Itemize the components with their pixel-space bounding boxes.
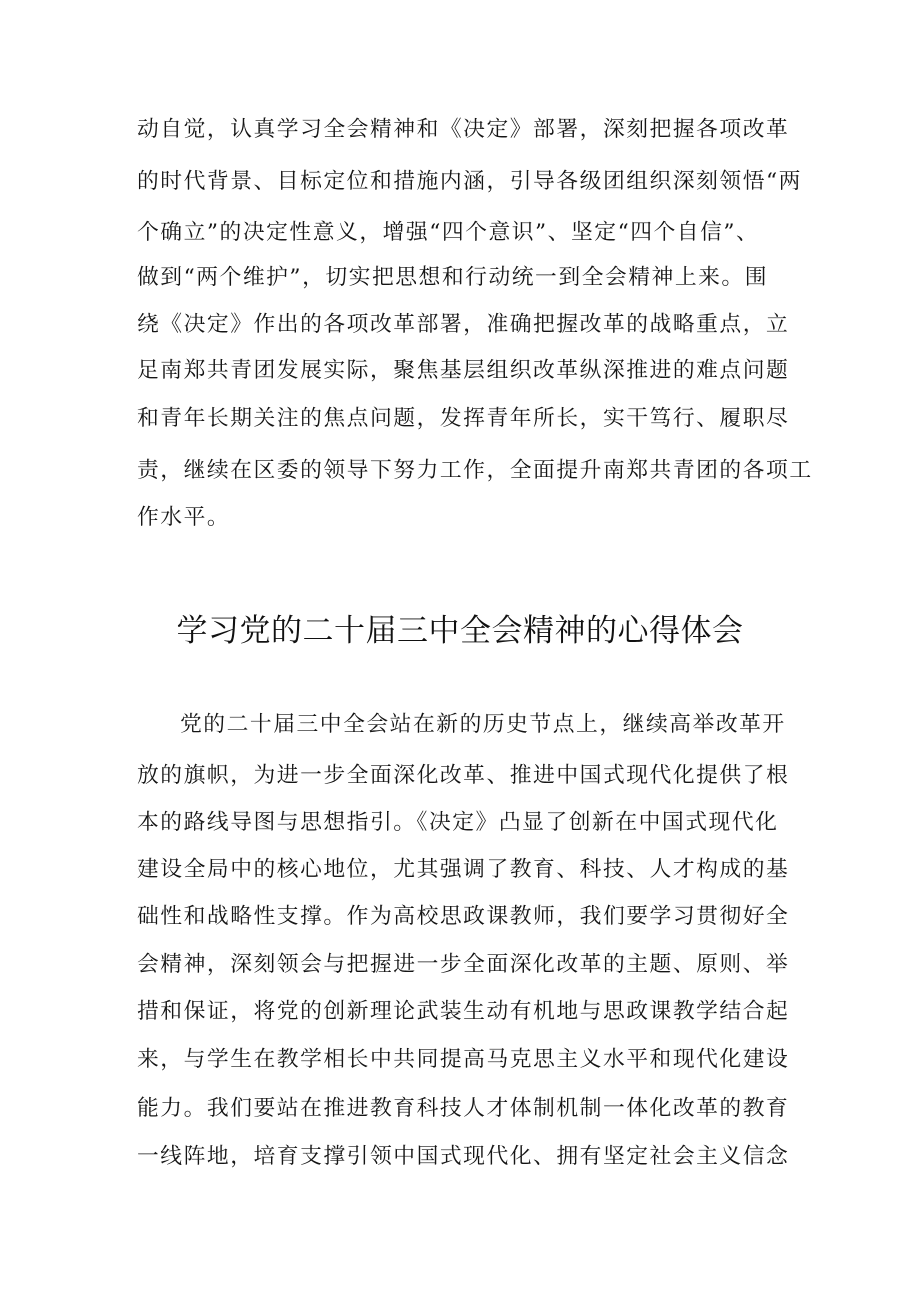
text-line: 绕《决定》作出的各项改革部署，准确把握改革的战略重点，立: [137, 312, 790, 337]
text-line: 能力。我们要站在推进教育科技人才体制机制一体化改革的教育: [137, 1096, 790, 1121]
text-line: 来，与学生在教学相长中共同提高马克思主义水平和现代化建设: [137, 1047, 790, 1072]
text-line: 动自觉，认真学习全会精神和《决定》部署，深刻把握各项改革: [137, 117, 790, 142]
text-line: 和青年长期关注的焦点问题，发挥青年所长，实干笃行、履职尽: [137, 406, 790, 431]
text-line: 的时代背景、目标定位和措施内涵，引导各级团组织深刻领悟“两: [137, 169, 802, 194]
text-line: 本的路线导图与思想指引。《决定》凸显了创新在中国式现代化: [137, 810, 779, 835]
text-line: 责，继续在区委的领导下努力工作，全面提升南郑共青团的各项工: [137, 458, 813, 483]
text-line: 建设全局中的核心地位，尤其强调了教育、科技、人才构成的基: [137, 857, 790, 882]
text-line: 党的二十届三中全会站在新的历史节点上，继续高举改革开: [180, 712, 786, 737]
text-line: 足南郑共青团发展实际，聚焦基层组织改革纵深推进的难点问题: [137, 358, 790, 383]
text-line: 础性和战略性支撑。作为高校思政课教师，我们要学习贯彻好全: [137, 904, 790, 929]
text-line: 放的旗帜，为进一步全面深化改革、推进中国式现代化提供了根: [137, 763, 790, 788]
text-line: 做到“两个维护”，切实把思想和行动统一到全会精神上来。围: [137, 265, 769, 290]
text-line: 作水平。: [137, 505, 231, 530]
page-title: 学习党的二十届三中全会精神的心得体会: [176, 613, 744, 649]
text-line: 一线阵地，培育支撑引领中国式现代化、拥有坚定社会主义信念: [137, 1144, 790, 1169]
text-line: 措和保证，将党的创新理论武装生动有机地与思政课教学结合起: [137, 999, 790, 1024]
text-line: 会精神，深刻领会与把握进一步全面深化改革的主题、原则、举: [137, 952, 790, 977]
text-line: 个确立”的决定性意义，增强“四个意识”、坚定“四个自信”、: [137, 220, 760, 245]
